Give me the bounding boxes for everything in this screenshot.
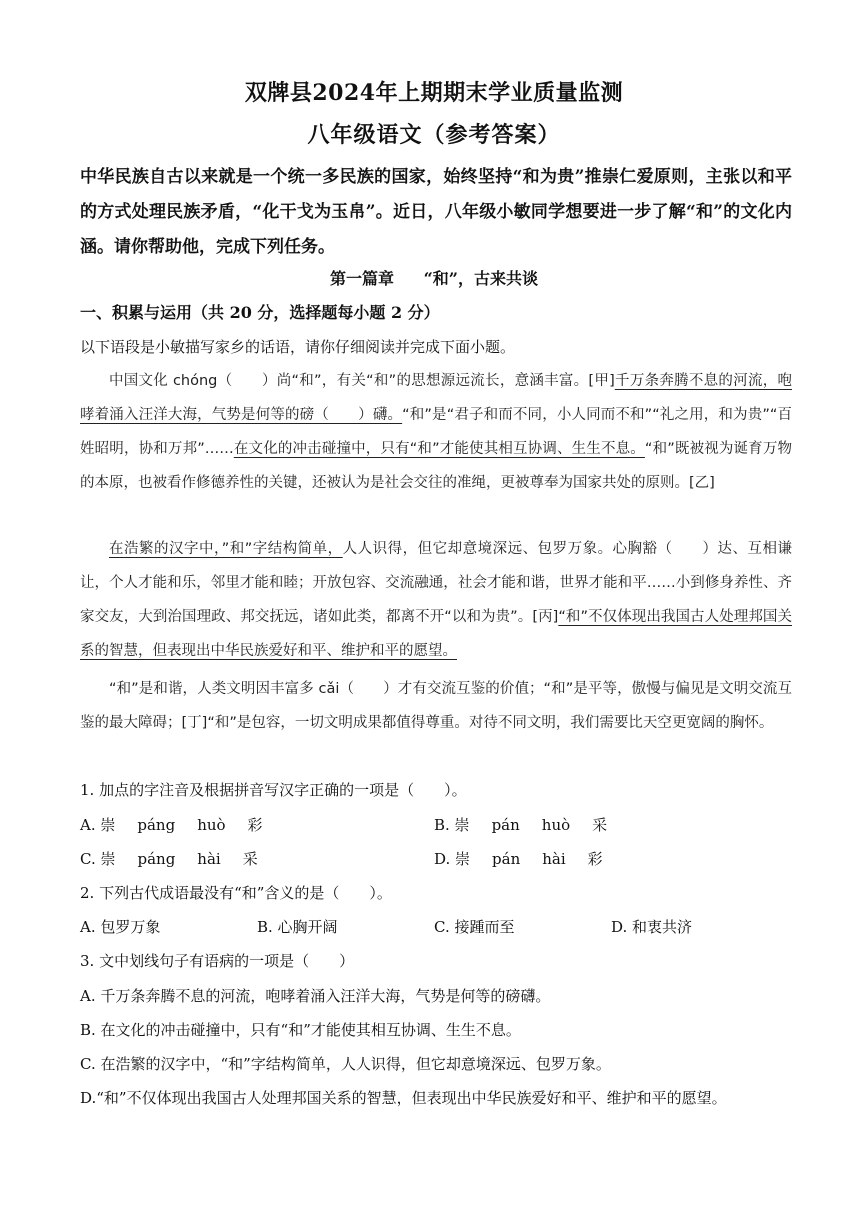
option-pinyin: páng — [137, 850, 176, 868]
passage-text: “和”是“君子和而不同，小人同而不和”“礼之用，和为贵”“百姓昭明，协和万邦”…… — [80, 407, 792, 457]
passage-text: “和”既被视为诞育万物的本原，也被看作修德养性的关键，还被认为是社会交往的准绳，更被尊奉为国家共处的原则。[乙] — [80, 441, 792, 491]
q3-option-a: A. 千万条奔腾不息的河流，咆哮着涌入汪洋大海，气势是何等的磅礴。 — [80, 987, 551, 1005]
option-char: 采 — [242, 850, 258, 868]
chapter-heading — [0, 266, 868, 289]
option-pinyin: hài — [197, 850, 221, 868]
option-label: A. 崇 — [80, 816, 116, 834]
q1-option-d — [434, 848, 603, 869]
option-label: B. 崇 — [434, 816, 470, 834]
passage-paragraph-1 — [80, 364, 792, 500]
q3-option-b: B. 在文化的冲击碰撞中，只有“和”才能使其相互协调、生生不息。 — [80, 1021, 521, 1039]
underlined-sentence-d: “和”不仅体现出我国古人处理邦国关系的智慧，但表现出中华民族爱好和平、维护和平的愿望。 — [80, 609, 792, 659]
q2-option-c: C. 接踵而至 — [434, 918, 515, 936]
intro-paragraph: 中华民族自古以来就是一个统一多民族的国家，始终坚持“和为贵”推崇仁爱原则，主张以和平的方式处理民族矛盾，“化干戈为玉帛”。近日，八年级小敏同学想要进一步了解“和”的文化内涵。请你帮助他，完成下列任务。 — [80, 167, 792, 257]
question-1-stem: 1. 加点的字注音及根据拼音写汉字正确的一项是（ ）。 — [80, 781, 467, 799]
option-pinyin: hài — [542, 850, 566, 868]
option-label: C. 崇 — [80, 850, 116, 868]
option-pinyin: pán — [491, 816, 520, 834]
option-char: 彩 — [587, 850, 603, 868]
chapter-title: “和”，古来共谈 — [423, 269, 538, 288]
question-2-stem: 2. 下列古代成语最没有“和”含义的是（ ）。 — [80, 884, 392, 902]
q1-option-a — [80, 814, 263, 835]
option-char: 彩 — [247, 816, 263, 834]
option-label: D. 崇 — [434, 850, 471, 868]
chapter-number: 第一篇章 — [329, 269, 394, 288]
passage-paragraph-3: “和”是和谐，人类文明因丰富多 cǎi（ ）才有交流互鉴的价值；“和”是平等，傲慢与偏见是文明交流互鉴的最大障碍；[丁]“和”是包容，一切文明成果都值得尊重。对待不同文明，我们需要比天空更宽阔的胸怀。 — [80, 681, 792, 731]
option-pinyin: huò — [197, 816, 226, 834]
q2-option-d: D. 和衷共济 — [611, 918, 693, 936]
q3-option-d: D.“和”不仅体现出我国古人处理邦国关系的智慧，但表现出中华民族爱好和平、维护和平的愿望。 — [80, 1089, 727, 1107]
q3-option-c: C. 在浩繁的汉字中，“和”字结构简单，人人识得，但它却意境深远、包罗万象。 — [80, 1055, 611, 1073]
q1-option-b — [434, 814, 607, 835]
underlined-sentence-c: 在浩繁的汉字中，”和”字结构简单， — [109, 541, 343, 557]
option-pinyin: pán — [492, 850, 521, 868]
underlined-sentence-b: 在文化的冲击碰撞中，只有“和”才能使其相互协调、生生不息。 — [233, 441, 645, 457]
passage-text: 中国文化 chóng（ ）尚“和”，有关“和”的思想源远流长，意涵丰富。[甲] — [109, 373, 615, 389]
underlined-sentence-a: 千万条奔腾不息的河流，咆哮着涌入汪洋大海，气势是何等的磅（ ）礴。 — [80, 373, 792, 423]
question-3-stem: 3. 文中划线句子有语病的一项是（ ） — [80, 952, 355, 970]
option-char: 采 — [592, 816, 608, 834]
q1-option-c — [80, 848, 258, 869]
exam-title: 双牌县2024年上期期末学业质量监测 — [244, 80, 624, 106]
q2-option-b: B. 心胸开阔 — [257, 918, 338, 936]
q2-option-a: A. 包罗万象 — [80, 918, 161, 936]
section-lead: 以下语段是小敏描写家乡的话语，请你仔细阅读并完成下面小题。 — [80, 338, 516, 356]
section-heading: 一、积累与运用（共 20 分，选择题每小题 2 分） — [80, 303, 440, 322]
passage-paragraph-2 — [80, 532, 792, 668]
option-pinyin: huò — [541, 816, 571, 834]
option-pinyin: páng — [137, 816, 176, 834]
passage-text: 人人识得，但它却意境深远、包罗万象。心胸豁（ ）达、互相谦让，个人才能和乐，邻里才能和睦；开放包容、交流融通，社会才能和谐，世界才能和平……小到修身养性、齐家交友，大到治国理政、邦交抚远，诸如此类，都离不开“以和为贵”。[丙] — [80, 541, 792, 625]
exam-subtitle: 八年级语文（参考答案） — [307, 122, 561, 148]
